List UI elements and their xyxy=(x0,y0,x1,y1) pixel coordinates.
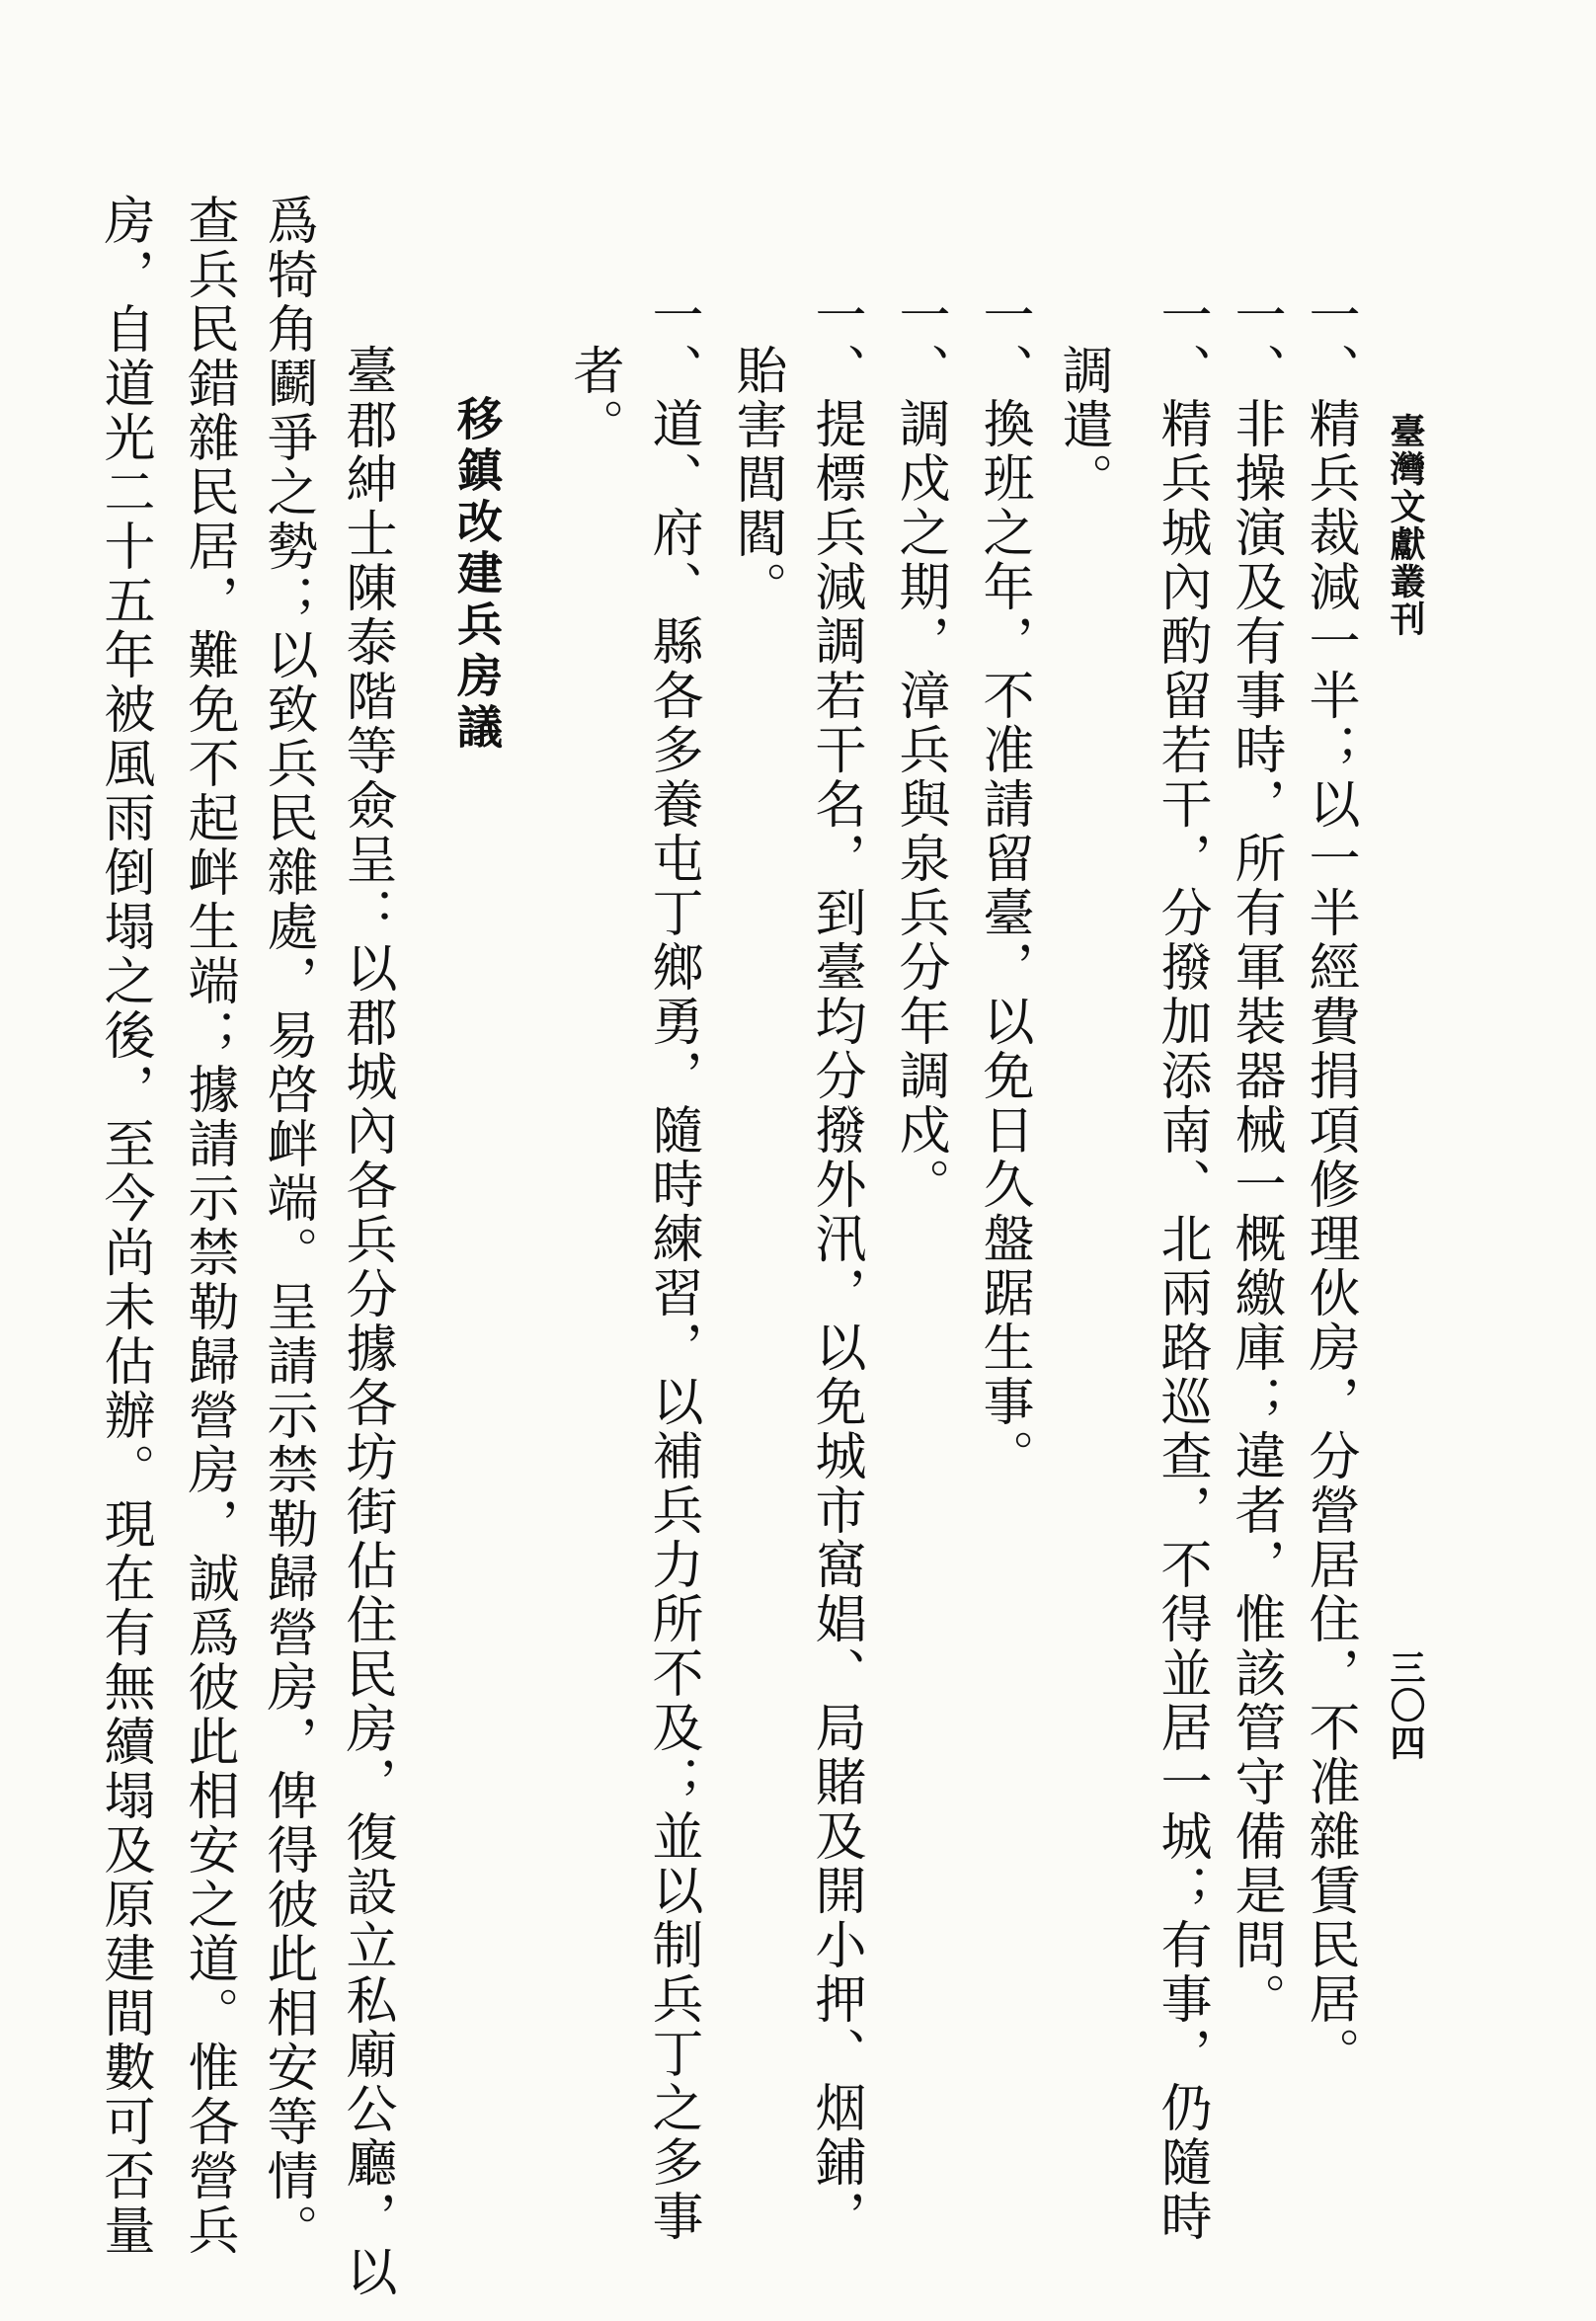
text-line: 貽害閭閻。 xyxy=(727,344,786,615)
text-line: 一、精兵裁減一半；以一半經費捐項修理伙房，分營居住，不准雜賃民居。 xyxy=(1300,288,1359,2081)
text-line: 查兵民錯雜民居，難免不起衅生端；據請示禁勒歸營房，誠爲彼此相安之道。惟各營兵 xyxy=(179,194,238,2258)
page-number: 三〇四 xyxy=(1385,1649,1426,1762)
text-line: 一、道、府、縣各多養屯丁鄉勇，隨時練習，以補兵力所不及；並以制兵丁之多事 xyxy=(643,288,702,2244)
text-line: 一、調戍之期，漳兵與泉兵分年調戍。 xyxy=(890,288,949,1212)
text-line: 一、非操演及有事時，所有軍裝器械一概繳庫；違者，惟該管守備是問。 xyxy=(1226,288,1285,2027)
text-line: 一、提標兵減調若干名，到臺均分撥外汛，以免城市窩娼、局賭及開小押、烟鋪， xyxy=(806,288,865,2244)
text-line: 調遣。 xyxy=(1053,344,1112,507)
series-title: 臺灣文獻叢刊 xyxy=(1385,413,1426,638)
text-line: 爲犄角鬬爭之勢；以致兵民雜處，易啓衅端。呈請示禁勒歸營房，俾得彼此相安等情。 xyxy=(258,194,317,2258)
text-line: 者。 xyxy=(564,344,623,452)
text-line: 房，自道光二十五年被風雨倒塌之後，至今尚未估辦。現在有無續塌及原建間數可否量 xyxy=(95,194,154,2258)
section-title: 移鎮改建兵房議 xyxy=(450,395,504,755)
text-line: 一、精兵城內酌留若干，分撥加添南、北兩路巡查，不得並居一城；有事，仍隨時 xyxy=(1152,288,1211,2244)
text-line: 一、換班之年，不准請留臺，以免日久盤踞生事。 xyxy=(974,288,1033,1483)
text-line: 臺郡紳士陳泰階等僉呈：以郡城內各兵分據各坊街佔住民房，復設立私廟公廳，以 xyxy=(337,344,396,2299)
